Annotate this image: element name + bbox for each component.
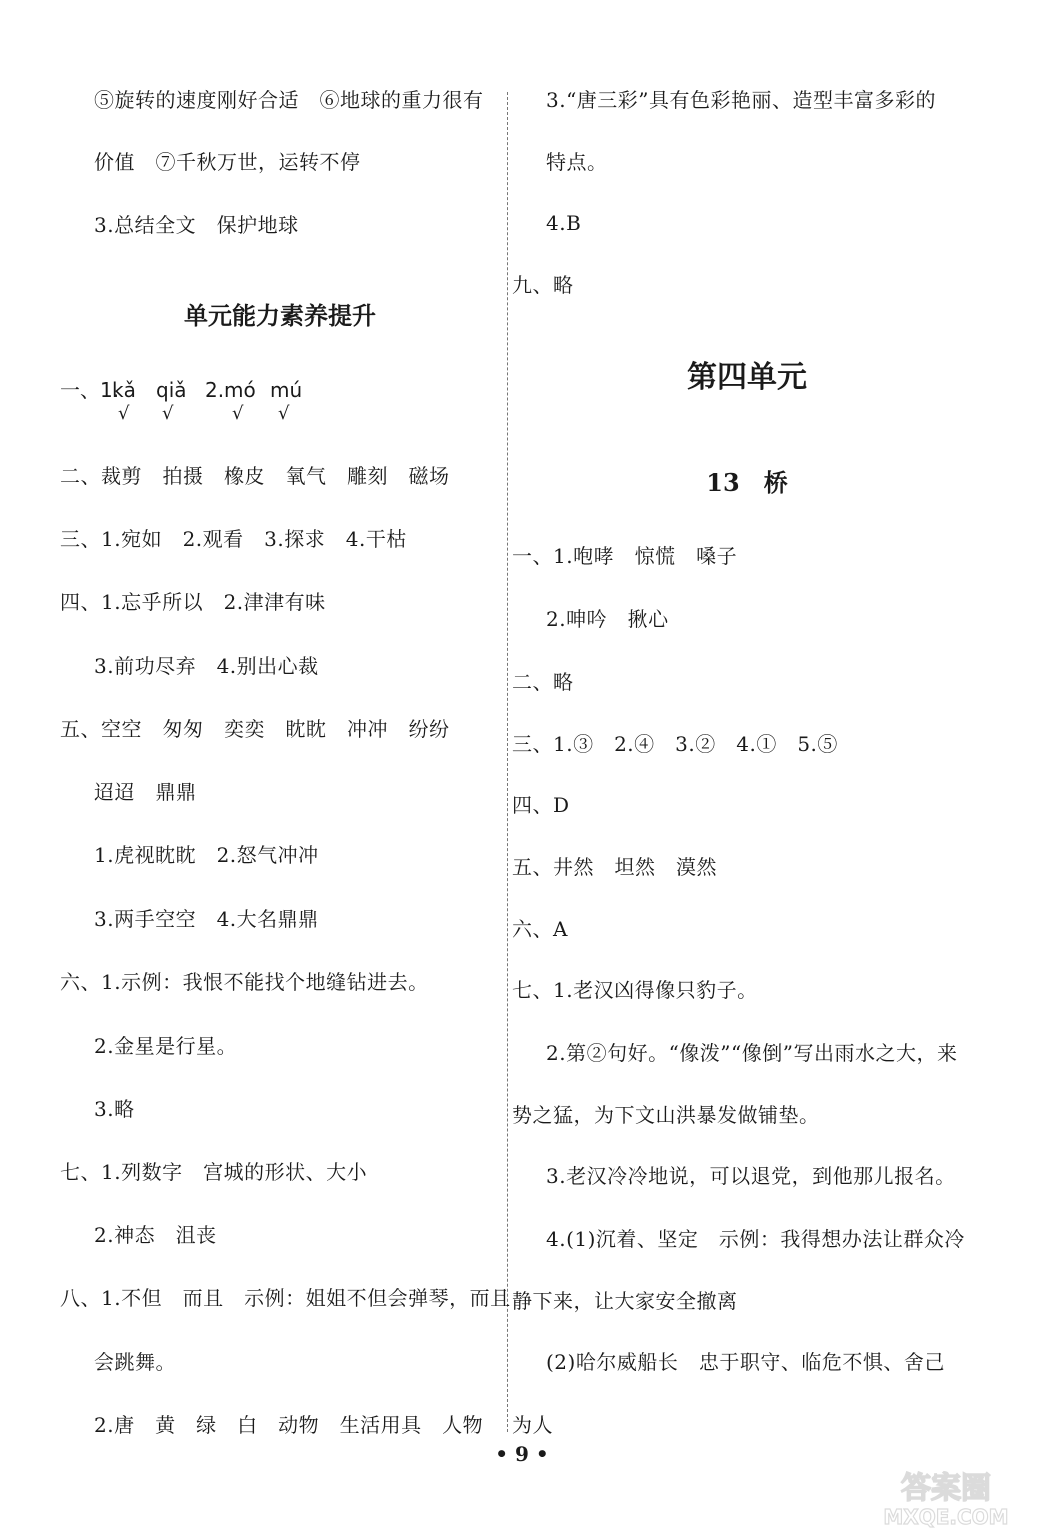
answer-line: 五、井然 坦然 漠然 — [512, 855, 717, 879]
text-line: 价值 ⑦千秋万世，运转不停 — [94, 150, 361, 174]
text-line: 3.“唐三彩”具有色彩艳丽、造型丰富多彩的 — [546, 88, 937, 112]
answer-line: 势之猛，为下文山洪暴发做铺垫。 — [512, 1103, 820, 1127]
column-divider — [507, 92, 508, 1432]
check-mark: √ — [232, 403, 244, 424]
answer-line: 三、1.宛如 2.观看 3.探求 4.干枯 — [60, 527, 407, 551]
text-line: 4.B — [546, 211, 582, 235]
answer-line: 3.老汉冷冷地说，可以退党，到他那儿报名。 — [546, 1164, 956, 1188]
question-number: 一、1. — [60, 378, 120, 402]
pinyin: mó — [224, 378, 256, 402]
answer-line: 七、1.列数字 宫城的形状、大小 — [60, 1160, 368, 1184]
answer-line: 二、略 — [512, 670, 574, 694]
answer-line: 静下来，让大家安全撤离 — [512, 1289, 738, 1313]
answer-line: 二、裁剪 拍摄 橡皮 氧气 雕刻 磁场 — [60, 464, 450, 488]
text-line: ⑤旋转的速度刚好合适 ⑥地球的重力很有 — [94, 88, 484, 112]
check-mark: √ — [162, 403, 174, 424]
watermark-text: 答案圈 — [901, 1471, 991, 1506]
check-mark: √ — [118, 403, 130, 424]
answer-line: 迢迢 鼎鼎 — [94, 780, 197, 804]
watermark-url: MXQE.COM — [883, 1505, 1009, 1529]
answer-line: 八、1.不但 而且 示例：姐姐不但会弹琴，而且 — [60, 1286, 511, 1310]
answer-line: 1.虎视眈眈 2.怒气冲冲 — [94, 843, 319, 867]
answer-line: 3.两手空空 4.大名鼎鼎 — [94, 907, 319, 931]
answer-line: 一、1.咆哮 惊慌 嗓子 — [512, 544, 738, 568]
answer-line: 五、空空 匆匆 奕奕 眈眈 冲冲 纷纷 — [60, 717, 450, 741]
page-number: • 9 • — [495, 1442, 549, 1466]
answer-line: 六、A — [512, 917, 568, 941]
answer-line: 会跳舞。 — [94, 1350, 176, 1374]
answer-line: 三、1.③ 2.④ 3.② 4.① 5.⑤ — [512, 732, 838, 756]
question-number: 2. — [205, 378, 225, 402]
answer-line: 2.第②句好。“像泼”“像倒”写出雨水之大，来 — [546, 1041, 958, 1065]
answer-line: 2.呻吟 揪心 — [546, 607, 669, 631]
pinyin: qiǎ — [156, 378, 187, 402]
answer-line: 2.唐 黄 绿 白 动物 生活用具 人物 — [94, 1413, 484, 1437]
answer-line: 六、1.示例：我恨不能找个地缝钻进去。 — [60, 970, 429, 994]
answer-line: 4.(1)沉着、坚定 示例：我得想办法让群众冷 — [546, 1227, 965, 1251]
unit-title: 第四单元 — [687, 360, 807, 395]
answer-line: 2.金星是行星。 — [94, 1034, 238, 1058]
answer-line: 3.略 — [94, 1097, 135, 1121]
text-line: 特点。 — [546, 150, 608, 174]
answer-line: 四、1.忘乎所以 2.津津有味 — [60, 590, 326, 614]
pinyin-answer — [60, 378, 500, 438]
pinyin: mú — [270, 378, 303, 402]
answer-line: 2.神态 沮丧 — [94, 1223, 217, 1247]
watermark-logo — [856, 1466, 1036, 1530]
lesson-title: 13 桥 — [706, 468, 788, 497]
answer-line: 九、略 — [512, 273, 574, 297]
answer-line: 七、1.老汉凶得像只豹子。 — [512, 978, 758, 1002]
answer-line: (2)哈尔威船长 忠于职守、临危不惧、舍己 — [546, 1350, 945, 1374]
text-line: 3.总结全文 保护地球 — [94, 213, 299, 237]
answer-line: 3.前功尽弃 4.别出心裁 — [94, 654, 319, 678]
section-title: 单元能力素养提升 — [184, 301, 376, 330]
answer-line: 为人 — [512, 1413, 553, 1437]
answer-line: 四、D — [512, 793, 570, 817]
pinyin: kǎ — [112, 378, 136, 402]
check-mark: √ — [278, 403, 290, 424]
